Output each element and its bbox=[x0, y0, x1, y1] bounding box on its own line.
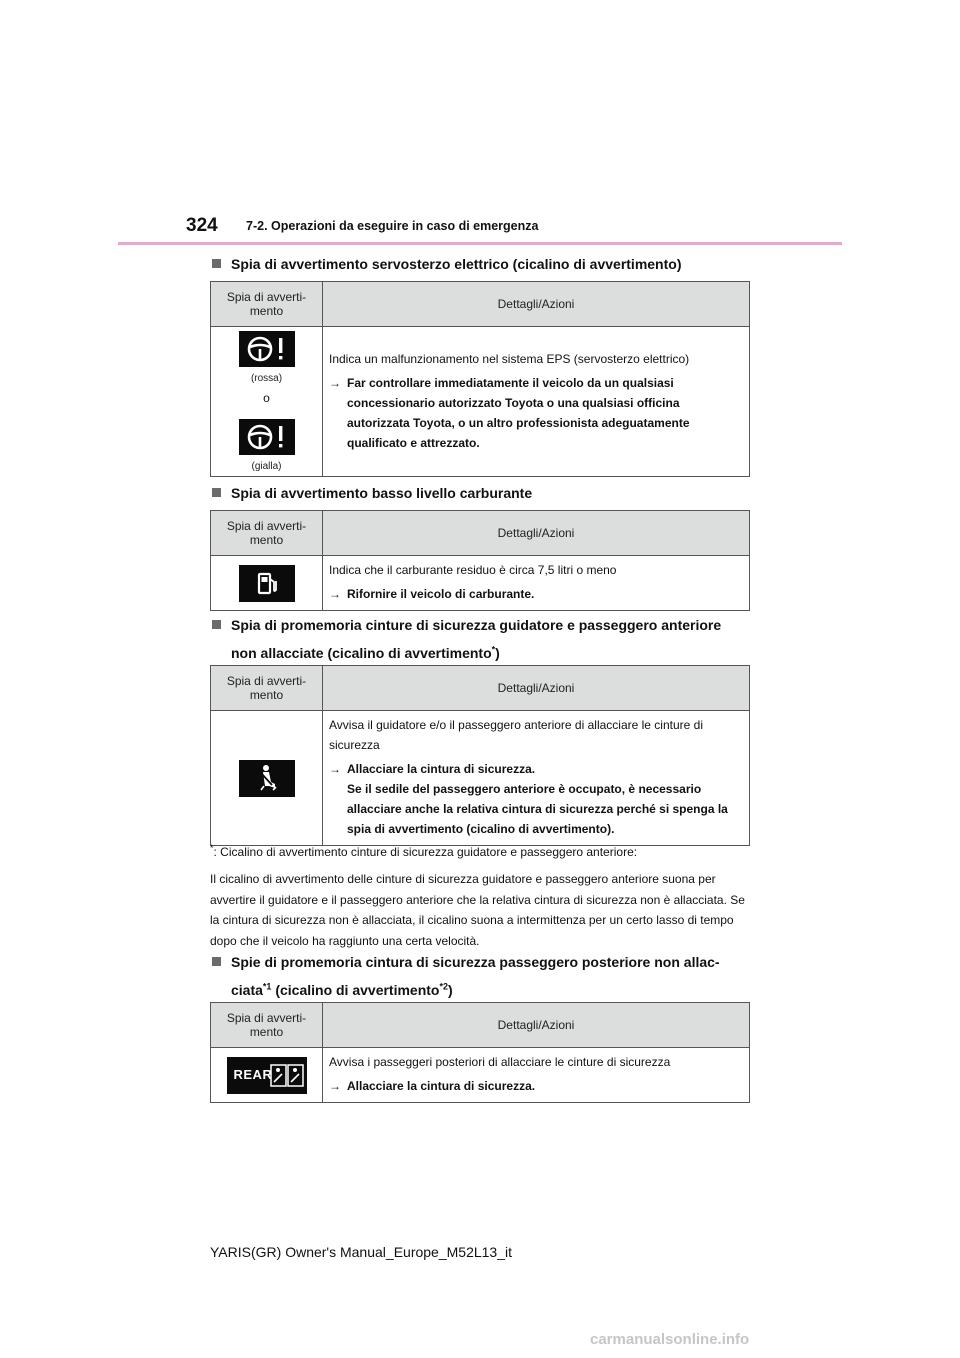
or-text: o bbox=[263, 390, 270, 405]
action-extra-text: Se il sedile del passeggero anteriore è occupato, è necessario allacciare anche la relativa cintura di sicurezza perché si spenga la spia di avvertimento (cicalino di avvertimento). bbox=[347, 782, 728, 836]
power-steering-warning-icon bbox=[239, 419, 295, 455]
heading-text: non allacciate (cicalino di avvertimento bbox=[231, 645, 492, 661]
action-item bbox=[329, 759, 745, 839]
heading-rear-seatbelt bbox=[212, 948, 720, 1004]
heading-text: Spia di avvertimento servosterzo elettrico (cicalino di avvertimento) bbox=[231, 256, 682, 272]
heading-text: ) bbox=[448, 982, 453, 998]
col-header-warning: Spia di avverti-mento bbox=[211, 282, 323, 327]
heading-eps bbox=[212, 250, 681, 278]
details-cell bbox=[323, 327, 750, 477]
footnote-mark: * bbox=[491, 644, 496, 655]
icon-label-red: (rossa) bbox=[250, 372, 283, 384]
col-header-details: Dettagli/Azioni bbox=[323, 666, 750, 711]
action-item bbox=[329, 373, 745, 453]
details-text: Avvisa il guidatore e/o il passeggero anteriore di allacciare le cinture di sicurezza bbox=[329, 718, 703, 752]
arrow-icon: → bbox=[329, 1079, 341, 1093]
heading-text: Spie di promemoria cintura di sicurezza passeggero posteriore non allac- bbox=[231, 954, 720, 970]
table-front-seatbelt bbox=[210, 665, 750, 846]
heading-text: Spia di promemoria cinture di sicurezza guidatore e passeggero anteriore bbox=[231, 617, 722, 633]
square-bullet-icon bbox=[212, 259, 221, 268]
col-header-warning: Spia di avverti-mento bbox=[211, 511, 323, 556]
footnote-mark: * bbox=[210, 843, 214, 853]
table-eps bbox=[210, 281, 750, 477]
table-fuel bbox=[210, 510, 750, 611]
arrow-icon: → bbox=[329, 762, 341, 776]
seatbelt-reminder-icon bbox=[239, 760, 295, 797]
table-rear-seatbelt bbox=[210, 1002, 750, 1103]
heading-continuation bbox=[212, 639, 721, 667]
action-item bbox=[329, 584, 745, 604]
heading-text: (cicalino di avvertimento bbox=[271, 982, 440, 998]
details-cell bbox=[323, 556, 750, 611]
action-text: Rifornire il veicolo di carburante. bbox=[347, 587, 535, 601]
col-header-details: Dettagli/Azioni bbox=[323, 511, 750, 556]
details-cell bbox=[323, 1048, 750, 1103]
power-steering-warning-icon bbox=[239, 331, 295, 367]
fuel-pump-icon bbox=[239, 565, 295, 602]
footnote bbox=[210, 845, 637, 859]
col-header-details: Dettagli/Azioni bbox=[323, 1003, 750, 1048]
action-item bbox=[329, 1076, 745, 1096]
rear-seatbelt-reminder-icon bbox=[227, 1057, 307, 1094]
icon-label-yellow: (gialla) bbox=[251, 460, 282, 472]
footnote-text: : Cicalino di avvertimento cinture di sicurezza guidatore e passeggero anteriore: bbox=[213, 845, 638, 859]
footnote-mark: *2 bbox=[439, 981, 449, 992]
heading-continuation bbox=[212, 976, 720, 1004]
square-bullet-icon bbox=[212, 957, 221, 966]
arrow-icon: → bbox=[329, 375, 341, 390]
heading-text: Spia di avvertimento basso livello carburante bbox=[231, 485, 533, 501]
icon-cell bbox=[211, 327, 323, 477]
section-title: 7-2. Operazioni da eseguire in caso di emergenza bbox=[246, 219, 539, 233]
heading-text: ciata bbox=[231, 982, 263, 998]
footer-text: YARIS(GR) Owner's Manual_Europe_M52L13_it bbox=[210, 1244, 512, 1260]
details-cell bbox=[323, 711, 750, 846]
details-text: Indica che il carburante residuo è circa 7,5 litri o meno bbox=[329, 563, 617, 577]
icon-cell bbox=[211, 1048, 323, 1103]
col-header-warning: Spia di avverti-mento bbox=[211, 1003, 323, 1048]
col-header-details: Dettagli/Azioni bbox=[323, 282, 750, 327]
action-text: Allacciare la cintura di sicurezza. bbox=[347, 1079, 536, 1093]
heading-text: ) bbox=[495, 645, 500, 661]
icon-cell bbox=[211, 556, 323, 611]
col-header-warning: Spia di avverti-mento bbox=[211, 666, 323, 711]
body-paragraph: Il cicalino di avvertimento delle cinture di sicurezza guidatore e passeggero anteriore suona per avvertire il guidatore e il passeggero anteriore che la relativa cintura di sicurezza non è allacciata. Se la cintura di sicurezza non è allacciata, il cicalino suona a intermittenza per un certo lasso di tempo dopo che il veicolo ha raggiunto una certa velocità. bbox=[210, 872, 745, 948]
square-bullet-icon bbox=[212, 620, 221, 629]
header-rule bbox=[118, 242, 842, 245]
details-text: Indica un malfunzionamento nel sistema EPS (servosterzo elettrico) bbox=[329, 351, 690, 366]
heading-fuel bbox=[212, 479, 532, 507]
action-text: Far controllare immediatamente il veicolo da un qualsiasi concessionario autorizzato Toyota o una qualsiasi officina autorizzata Toyota, o un altro professionista adeguatamente qualificato e attrezzato. bbox=[347, 375, 690, 450]
rear-icon-text: REAR bbox=[233, 1066, 273, 1082]
page-number: 324 bbox=[186, 215, 218, 236]
square-bullet-icon bbox=[212, 488, 221, 497]
footnote-mark: *1 bbox=[262, 981, 272, 992]
heading-front-seatbelt bbox=[212, 611, 721, 667]
action-text: Allacciare la cintura di sicurezza. bbox=[347, 762, 536, 776]
arrow-icon: → bbox=[329, 587, 341, 601]
details-text: Avvisa i passeggeri posteriori di allacciare le cinture di sicurezza bbox=[329, 1055, 671, 1069]
watermark: carmanualsonline.info bbox=[590, 1331, 750, 1348]
icon-cell bbox=[211, 711, 323, 846]
